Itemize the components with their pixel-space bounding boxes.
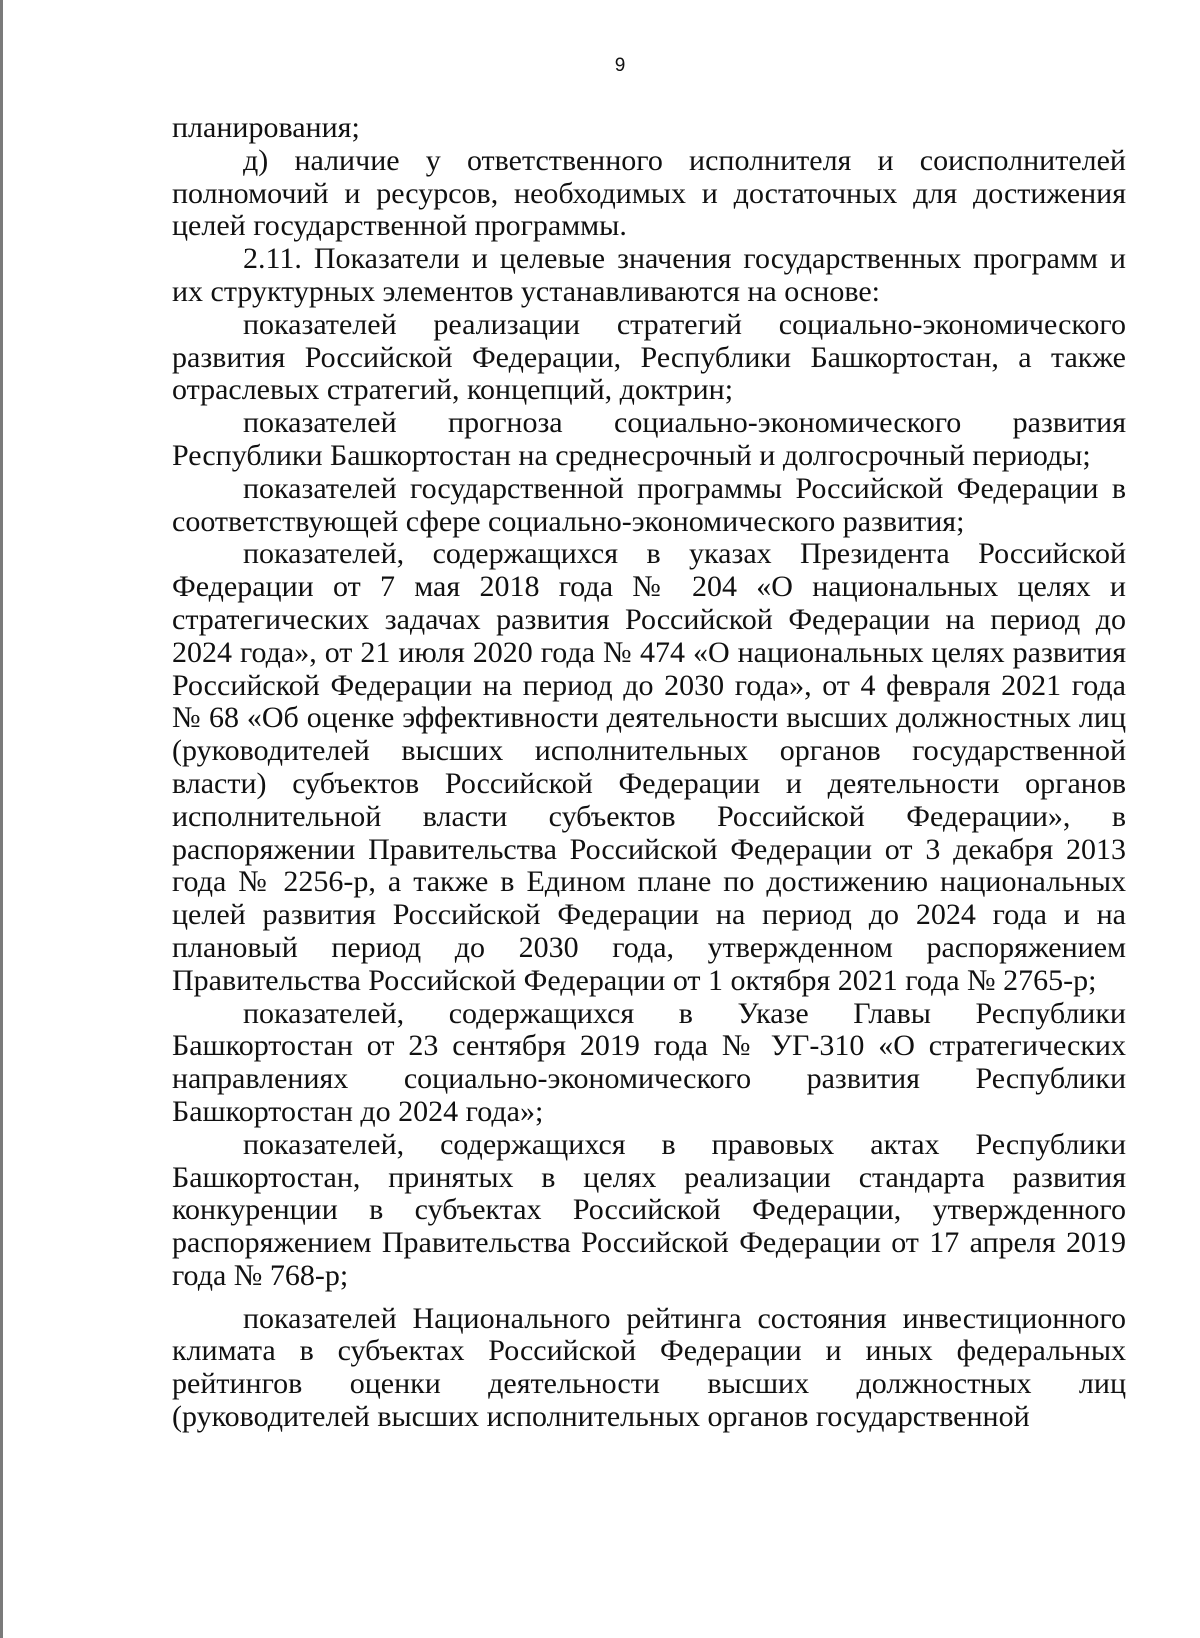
paragraph-investment-rating: показателей Национального рейтинга состояния инвестиционного климата в субъектах Российской Федерации и иных федеральных рейтингов оценки деятельности высших должностных лиц (руководителей высших исполнительных органов государственной — [172, 1301, 1126, 1434]
paragraph-strategy-indicators: показателей реализации стратегий социально-экономического развития Российской Федерации, Республики Башкортостан, а также отраслевых стратегий, концепций, доктрин; — [172, 307, 1126, 407]
paragraph-section-2-11: 2.11. Показатели и целевые значения государственных программ и их структурных элементов устанавливаются на основе: — [172, 242, 1126, 308]
paragraph-forecast-indicators: показателей прогноза социально-экономического развития Республики Башкортостан на среднесрочный и долгосрочный периоды; — [172, 406, 1126, 472]
paragraph-presidential-decrees: показателей, содержащихся в указах Президента Российской Федерации от 7 мая 2018 года № 204 «О национальных целях и стратегических задачах развития Российской Федерации на период до 2024 года», от 21 июля 2020 года № 474 «О национальных целях развития Российской Федерации на период до 2030 года», от 4 февраля 2021 года № 68 «Об оценке эффективности деятельности высших должностных лиц (руководителей высших исполнительных органов государственной власти) субъектов Российской Федерации и деятельности органов исполнительной власти субъектов Российской Федерации», в распоряжении Правительства Российской Федерации от 3 декабря 2013 года № 2256-р, а также в Едином плане по достижению национальных целей развития Российской Федерации на период до 2024 года и на плановый период до 2030 года, утвержденном распоряжением Правительства Российской Федерации от 1 октября 2021 года № 2765-р; — [172, 537, 1126, 997]
paragraph-federal-program-indicators: показателей государственной программы Российской Федерации в соответствующей сфере социально-экономического развития; — [172, 471, 1126, 538]
paragraph-item-d: д) наличие у ответственного исполнителя и соисполнителей полномочий и ресурсов, необходимых и достаточных для достижения целей государственной программы. — [172, 143, 1126, 243]
paragraph-head-decree: показателей, содержащихся в Указе Главы Республики Башкортостан от 23 сентября 2019 года № УГ-310 «О стратегических направлениях социально-экономического развития Республики Башкортостан до 2024 года»; — [172, 996, 1126, 1128]
paragraph-planning-end: планирования; — [172, 111, 360, 144]
page-number: 9 — [614, 55, 626, 76]
scan-page-edge — [0, 0, 3, 1638]
document-body — [172, 112, 1126, 1434]
paragraph-competition-standard: показателей, содержащихся в правовых актах Республики Башкортостан, принятых в целях реализации стандарта развития конкуренции в субъектах Российской Федерации, утвержденного распоряжением Правительства Российской Федерации от 17 апреля 2019 года № 768-р; — [172, 1127, 1126, 1292]
